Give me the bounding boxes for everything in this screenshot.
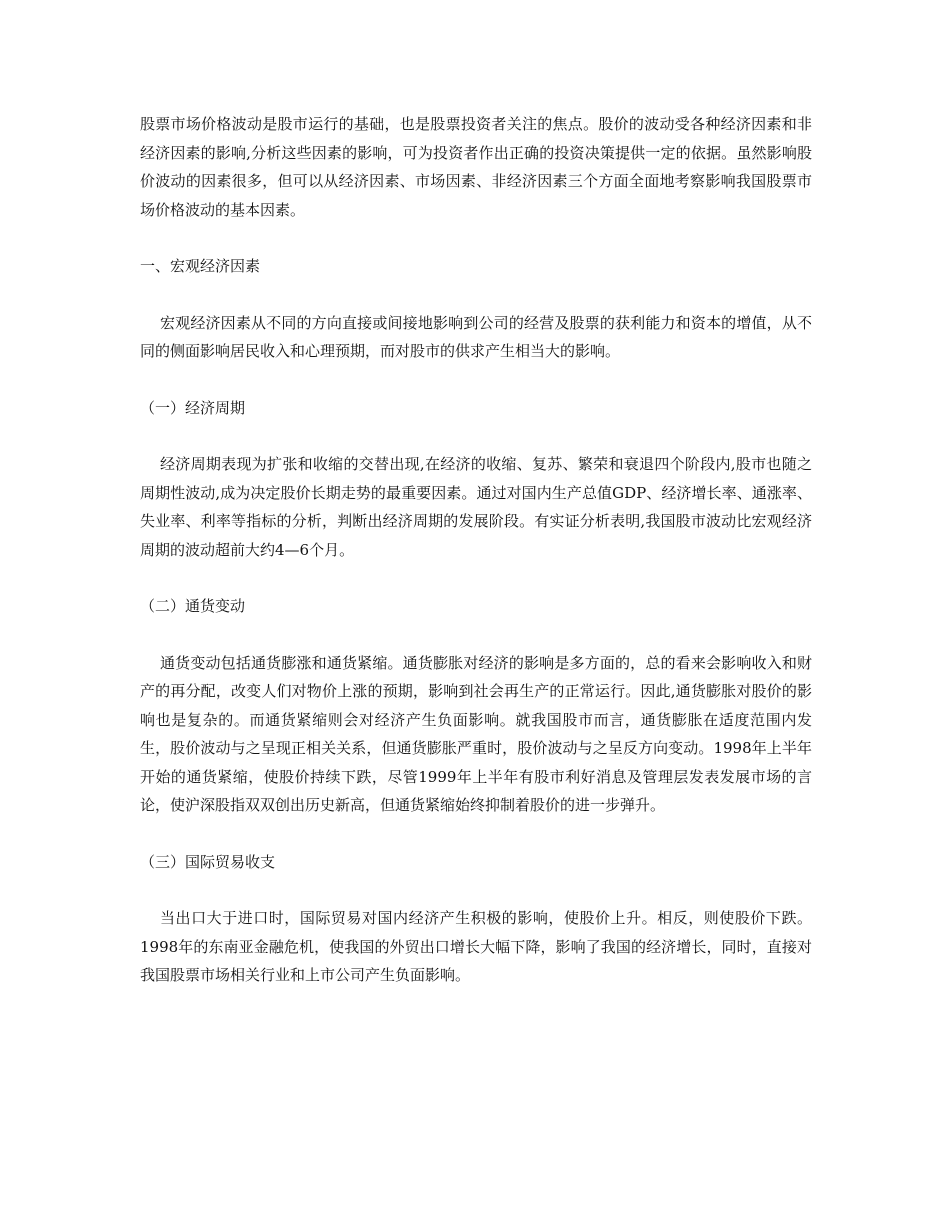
economic-cycle-paragraph: 经济周期表现为扩张和收缩的交替出现,在经济的收缩、复苏、繁荣和衰退四个阶段内,股市也随之周期性波动,成为决定股价长期走势的最重要因素。通过对国内生产总值GDP、经济增长率、通涨率、失业率、利率等指标的分析，判断出经济周期的发展阶段。有实证分析表明,我国股市波动比宏观经济周期的波动超前大约4—6个月。 xyxy=(140,455,812,559)
trade-balance-paragraph: 当出口大于进口时，国际贸易对国内经济产生积极的影响，使股价上升。相反，则使股价下跌。1998年的东南亚金融危机，使我国的外贸出口增长大幅下降，影响了我国的经济增长，同时，直接对我国股票市场相关行业和上市公司产生负面影响。 xyxy=(140,909,812,984)
document-body xyxy=(140,110,812,1018)
subheading-currency-change: （二）通货变动 xyxy=(140,597,246,615)
intro-paragraph: 股票市场价格波动是股市运行的基础，也是股票投资者关注的焦点。股价的波动受各种经济因素和非经济因素的影响,分析这些因素的影响，可为投资者作出正确的投资决策提供一定的依据。虽然影响股价波动的因素很多，但可以从经济因素、市场因素、非经济因素三个方面全面地考察影响我国股票市场价格波动的基本因素。 xyxy=(140,115,812,219)
macro-economy-paragraph: 宏观经济因素从不同的方向直接或间接地影响到公司的经营及股票的获利能力和资本的增值，从不同的侧面影响居民收入和心理预期，而对股市的供求产生相当大的影响。 xyxy=(140,313,812,360)
subheading-economic-cycle: （一）经济周期 xyxy=(140,398,246,417)
section-heading-macro-economy: 一、宏观经济因素 xyxy=(140,257,261,275)
subheading-trade-balance: （三）国际贸易收支 xyxy=(140,852,276,871)
currency-change-paragraph: 通货变动包括通货膨涨和通货紧缩。通货膨胀对经济的影响是多方面的，总的看来会影响收入和财产的再分配，改变人们对物价上涨的预期，影响到社会再生产的正常运行。因此,通货膨胀对股价的影响也是复杂的。而通货紧缩则会对经济产生负面影响。就我国股市而言，通货膨胀在适度范围内发生，股价波动与之呈现正相关关系，但通货膨胀严重时，股价波动与之呈反方向变动。1998年上半年开始的通货紧缩，使股价持续下跌，尽管1999年上半年有股市利好消息及管理层发表发展市场的言论，使沪深股指双双创出历史新高，但通货紧缩始终抑制着股价的进一步弹升。 xyxy=(140,653,812,814)
